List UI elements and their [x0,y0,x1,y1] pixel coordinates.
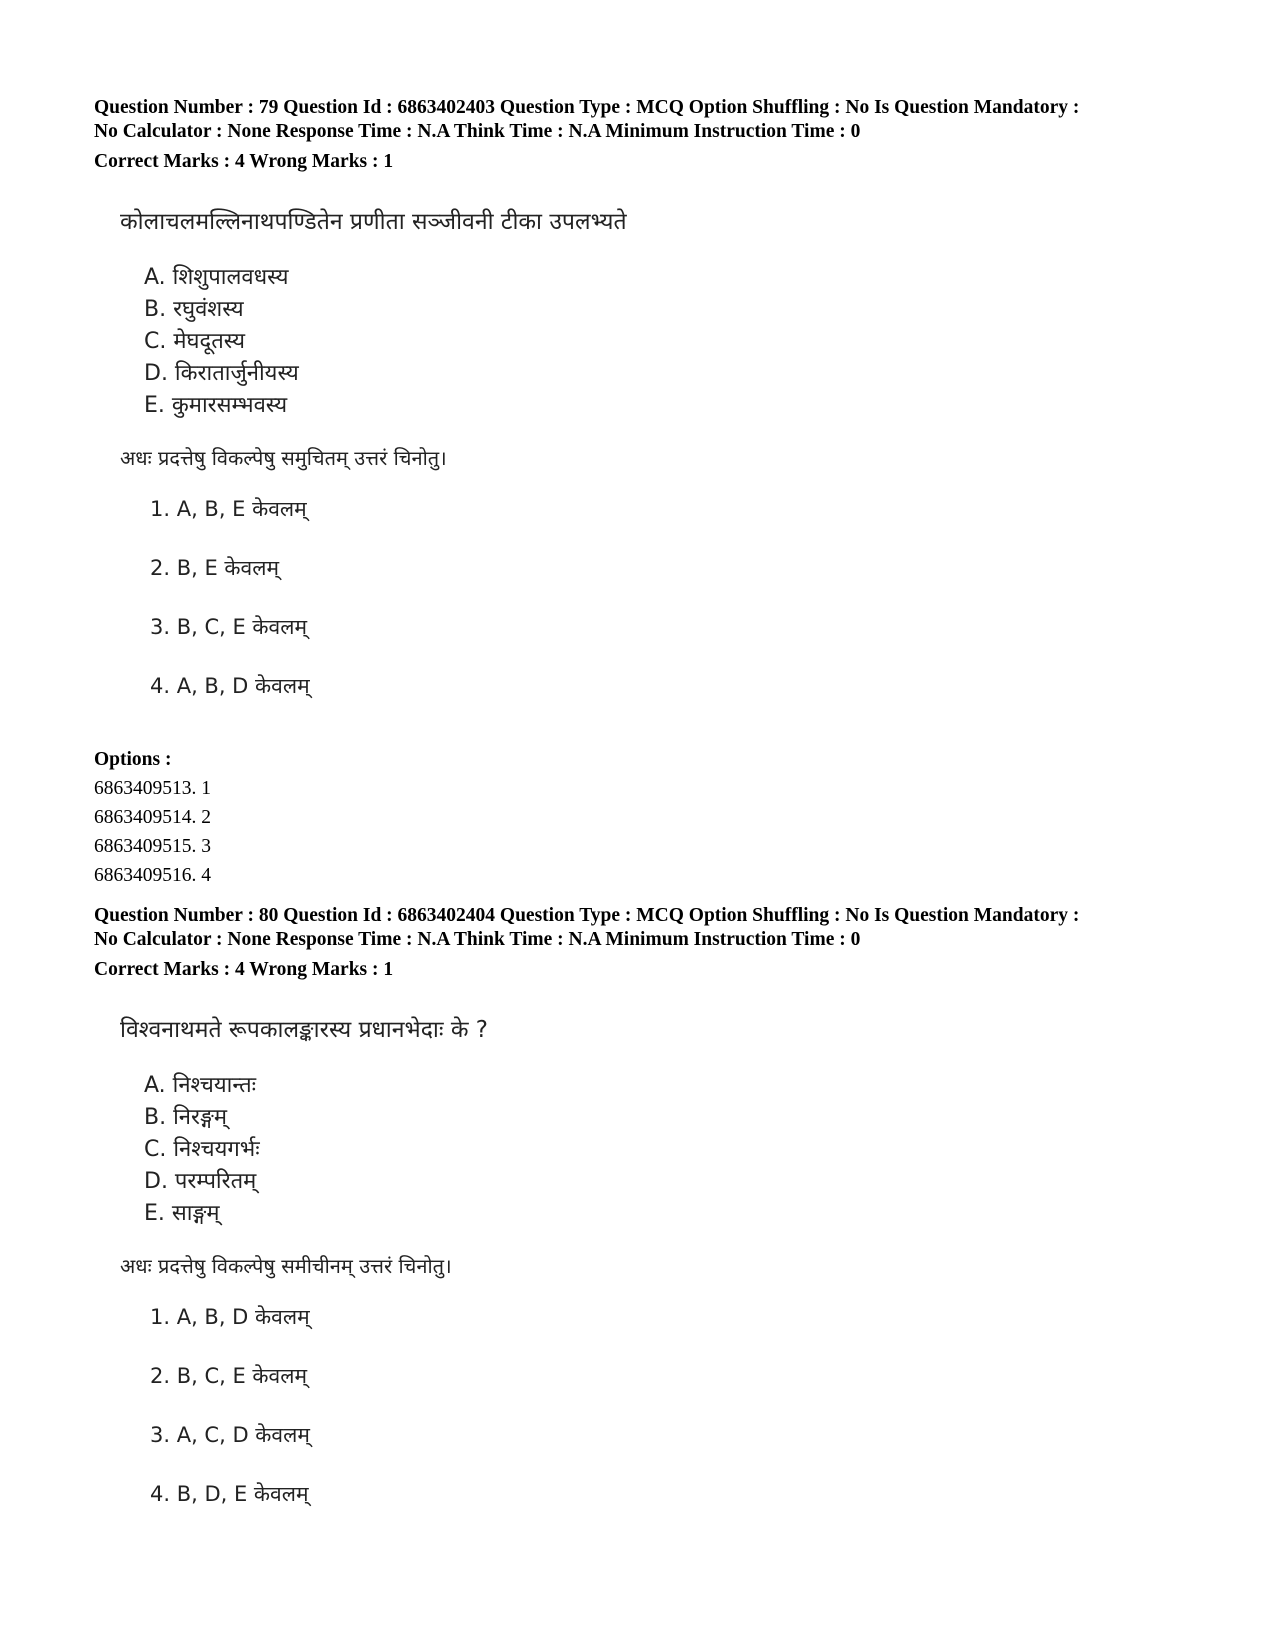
question-stem: कोलाचलमल्लिनाथपण्डितेन प्रणीता सञ्जीवनी टीका उपलभ्यते [120,209,627,235]
option-id-row: 6863409514. 2 [94,807,211,828]
choice-item: 2. B, C, E केवलम् [150,1364,308,1388]
statement-item: D. परम्परितम् [144,1169,257,1194]
statement-list [144,1070,1194,1230]
option-id-row: 6863409513. 1 [94,778,211,799]
options-label: Options : [94,749,172,770]
statement-item: D. किरातार्जुनीयस्य [144,361,299,386]
choice-item: 4. A, B, D केवलम् [150,674,310,698]
question-meta-line-1: Question Number : 80 Question Id : 6863402404 Question Type : MCQ Option Shuffling : No Is Question Mandatory : [94,905,1080,926]
question-marks: Correct Marks : 4 Wrong Marks : 1 [94,151,394,172]
question-instruction: अधः प्रदत्तेषु विकल्पेषु समुचितम् उत्तरं चिनोतु। [120,446,447,470]
statement-item: A. शिशुपालवधस्य [144,265,289,290]
question-stem: विश्वनाथमते रूपकालङ्कारस्य प्रधानभेदाः के ? [120,1017,489,1043]
choice-item: 4. B, D, E केवलम् [150,1482,309,1506]
statement-item: C. मेघदूतस्य [144,329,246,354]
question-meta-line-2: No Calculator : None Response Time : N.A Think Time : N.A Minimum Instruction Time : 0 [94,121,861,142]
statement-list [144,262,1194,422]
statement-item: E. साङ्गम् [144,1201,220,1226]
option-id-row: 6863409515. 3 [94,836,211,857]
question-block-79 [94,96,1194,890]
choice-item: 1. A, B, E केवलम् [150,497,307,521]
statement-item: C. निश्चयगर्भः [144,1137,260,1162]
choice-list [150,1297,1194,1533]
question-meta-line-1: Question Number : 79 Question Id : 6863402403 Question Type : MCQ Option Shuffling : No Is Question Mandatory : [94,97,1080,118]
option-id-row: 6863409516. 4 [94,865,211,886]
choice-item: 2. B, E केवलम् [150,556,280,580]
question-marks: Correct Marks : 4 Wrong Marks : 1 [94,959,394,980]
question-instruction: अधः प्रदत्तेषु विकल्पेषु समीचीनम् उत्तरं चिनोतु। [120,1254,452,1278]
options-section [94,745,1194,890]
choice-item: 1. A, B, D केवलम् [150,1305,310,1329]
statement-item: A. निश्चयान्तः [144,1073,257,1098]
choice-item: 3. A, C, D केवलम् [150,1423,310,1447]
choice-list [150,489,1194,725]
statement-item: E. कुमारसम्भवस्य [144,393,288,418]
question-block-80 [94,904,1194,1533]
choice-item: 3. B, C, E केवलम् [150,615,308,639]
statement-item: B. निरङ्गम् [144,1105,228,1130]
statement-item: B. रघुवंशस्य [144,297,244,322]
question-meta-line-2: No Calculator : None Response Time : N.A Think Time : N.A Minimum Instruction Time : 0 [94,929,861,950]
